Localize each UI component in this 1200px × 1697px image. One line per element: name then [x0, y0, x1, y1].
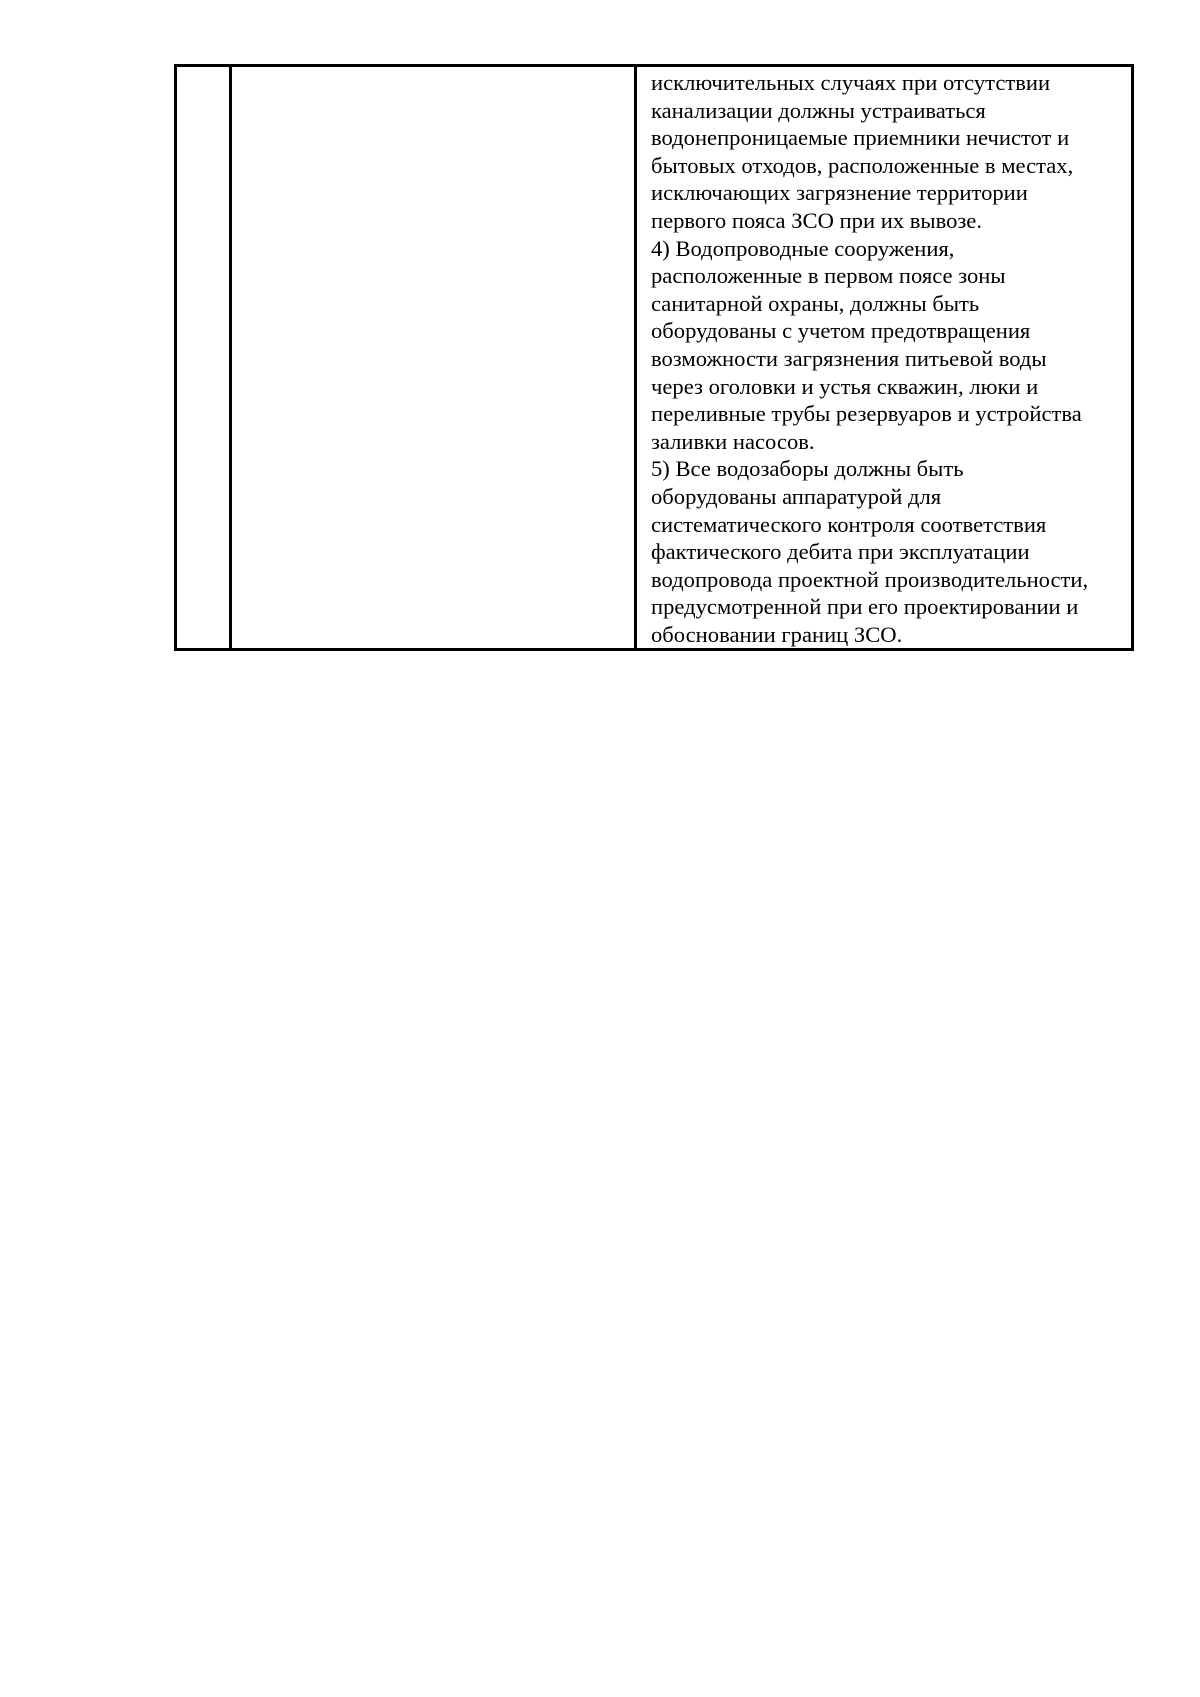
requirements-line: фактического дебита при эксплуатации [651, 539, 1030, 565]
requirements-line: исключительных случаях при отсутствии [651, 70, 1051, 95]
requirements-line: водонепроницаемые приемники нечистот и [651, 125, 1070, 151]
row-requirements-cell [636, 66, 1133, 650]
row-number-cell [176, 66, 231, 650]
requirements-line: систематического контроля соответствия [651, 511, 1047, 537]
requirements-line: канализации должны устраиваться [651, 97, 986, 123]
requirements-line: оборудованы с учетом предотвращения [651, 318, 1031, 344]
requirements-line: санитарной охраны, должны быть [651, 290, 980, 316]
requirements-line: через оголовки и устья скважин, люки и [651, 373, 1039, 399]
table-row [176, 66, 1133, 650]
requirements-line: расположенные в первом поясе зоны [651, 263, 1006, 289]
requirements-line: бытовых отходов, расположенные в местах, [651, 152, 1074, 178]
requirements-line: первого пояса ЗСО при их вывозе. [651, 207, 982, 233]
row-name-cell [231, 66, 636, 650]
requirements-line: обосновании границ ЗСО. [651, 621, 903, 647]
requirements-line: 4) Водопроводные сооружения, [651, 235, 955, 261]
requirements-line: 5) Все водозаборы должны быть [651, 456, 964, 482]
requirements-line: предусмотренной при его проектировании и [651, 594, 1079, 620]
requirements-line: оборудованы аппаратурой для [651, 483, 942, 509]
requirements-line: переливные трубы резервуаров и устройства [651, 401, 1082, 427]
requirements-line: возможности загрязнения питьевой воды [651, 345, 1047, 371]
requirements-line: исключающих загрязнение территории [651, 180, 1028, 206]
requirements-line: водопровода проектной производительности, [651, 566, 1089, 592]
requirements-line: заливки насосов. [651, 428, 815, 454]
requirements-table [174, 64, 1134, 651]
requirements-text [637, 67, 1131, 648]
